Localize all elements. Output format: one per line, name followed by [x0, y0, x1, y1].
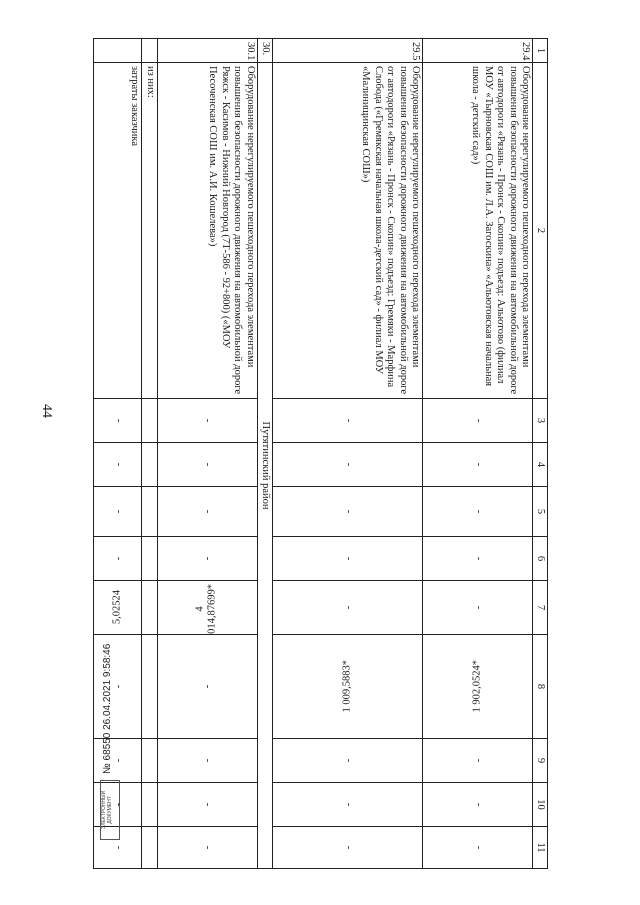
col-header: 5	[533, 487, 548, 537]
cell: -	[94, 827, 142, 869]
cell: -	[423, 537, 533, 581]
cell	[423, 635, 533, 739]
cell: -	[157, 635, 257, 739]
cell: -	[94, 399, 142, 443]
cell: -	[157, 399, 257, 443]
cell: -	[423, 487, 533, 537]
col-header: 11	[533, 827, 548, 869]
col-header: 1	[533, 39, 548, 63]
col-header: 6	[533, 537, 548, 581]
cell	[273, 635, 423, 739]
cell	[142, 581, 157, 635]
cell	[142, 827, 157, 869]
col-header: 7	[533, 581, 548, 635]
cell: -	[423, 399, 533, 443]
table-row	[273, 39, 423, 869]
section-row	[257, 39, 272, 869]
header-row	[533, 39, 548, 869]
row-name: Оборудование нерегулируемого пешеходного перехода элементами повышения безопасности дорожного движения на автомобильной дороге Ряжск - Касимов - Нижний Новгород (7Т-586 - 92+800) («МОУ Песоченская СОШ им. А.И. Кошелева»)	[157, 63, 257, 399]
col-header: 10	[533, 783, 548, 827]
cell: -	[94, 443, 142, 487]
row-name: из них:	[142, 63, 157, 399]
table-row	[142, 39, 157, 869]
document-registration-info: № 68550 26.04.2021 9:58:46	[102, 643, 113, 774]
data-table	[93, 38, 548, 869]
cell: -	[157, 487, 257, 537]
cell: -	[94, 487, 142, 537]
col-header: 2	[533, 63, 548, 399]
section-number: 30.	[257, 39, 272, 63]
section-title: Путятинский район	[257, 63, 272, 869]
cell-value-inverted: 1 009,5883*	[341, 660, 353, 713]
cell: -	[94, 783, 142, 827]
col-header: 8	[533, 635, 548, 739]
table-row	[423, 39, 533, 869]
col-header: 3	[533, 399, 548, 443]
cell	[142, 399, 157, 443]
cell: -	[157, 827, 257, 869]
page-number: 44	[39, 404, 54, 418]
cell-value-inverted: 1 902,0524*	[471, 660, 483, 713]
cell: -	[273, 783, 423, 827]
cell-value-inverted: 4 014,87699*	[194, 584, 219, 634]
cell: -	[423, 443, 533, 487]
cell: -	[157, 537, 257, 581]
cell: -	[273, 443, 423, 487]
cell: -	[94, 537, 142, 581]
row-number: 30.1	[157, 39, 257, 63]
col-header: 9	[533, 739, 548, 783]
col-header: 4	[533, 443, 548, 487]
cell-value-inverted: 5,02524	[111, 590, 123, 625]
cell: -	[94, 739, 142, 783]
row-number: 29.5	[273, 39, 423, 63]
row-number: 29.4	[423, 39, 533, 63]
cell	[142, 537, 157, 581]
cell: -	[423, 827, 533, 869]
row-name: Оборудование нерегулируемого пешеходного перехода элементами повышения безопасности дорожного движения на автомобильной дороге от автодороги «Рязань - Пронск - Скопин» подъезд: Альютово (филиал МОУ «Тырновская СОШ им. Л.А. Загоскина» «Альютовская начальная школа - детский сад»)	[423, 63, 533, 399]
cell: -	[273, 581, 423, 635]
rotated-table-container	[96, 38, 548, 868]
table-row	[157, 39, 257, 869]
cell: -	[423, 783, 533, 827]
cell	[142, 443, 157, 487]
cell	[142, 783, 157, 827]
cell: -	[273, 537, 423, 581]
cell: -	[94, 635, 142, 739]
document-footer	[96, 600, 136, 840]
cell: -	[423, 739, 533, 783]
cell: -	[157, 739, 257, 783]
cell	[142, 635, 157, 739]
cell: -	[157, 443, 257, 487]
cell: -	[157, 783, 257, 827]
cell	[142, 739, 157, 783]
electronic-document-stamp: ЭЛЕКТРОННЫЙ ДОКУМЕНТ	[100, 780, 120, 840]
cell: -	[273, 827, 423, 869]
cell	[142, 487, 157, 537]
row-number	[94, 39, 142, 63]
cell: -	[273, 399, 423, 443]
cell: -	[273, 739, 423, 783]
cell: -	[273, 487, 423, 537]
row-name: Оборудование нерегулируемого пешеходного перехода элементами повышения безопасности дорожного движения на автомобильной дороге от автодороги «Рязань - Пронск - Скопин» подъезд: Гремяки - Марфина Слобода («Гремякская начальная школа-детский сад» - филиал МОУ «Малинищинская СОШ»)	[273, 63, 423, 399]
cell	[157, 581, 257, 635]
row-name: затраты заказчика	[94, 63, 142, 399]
row-number	[142, 39, 157, 63]
cell: -	[423, 581, 533, 635]
